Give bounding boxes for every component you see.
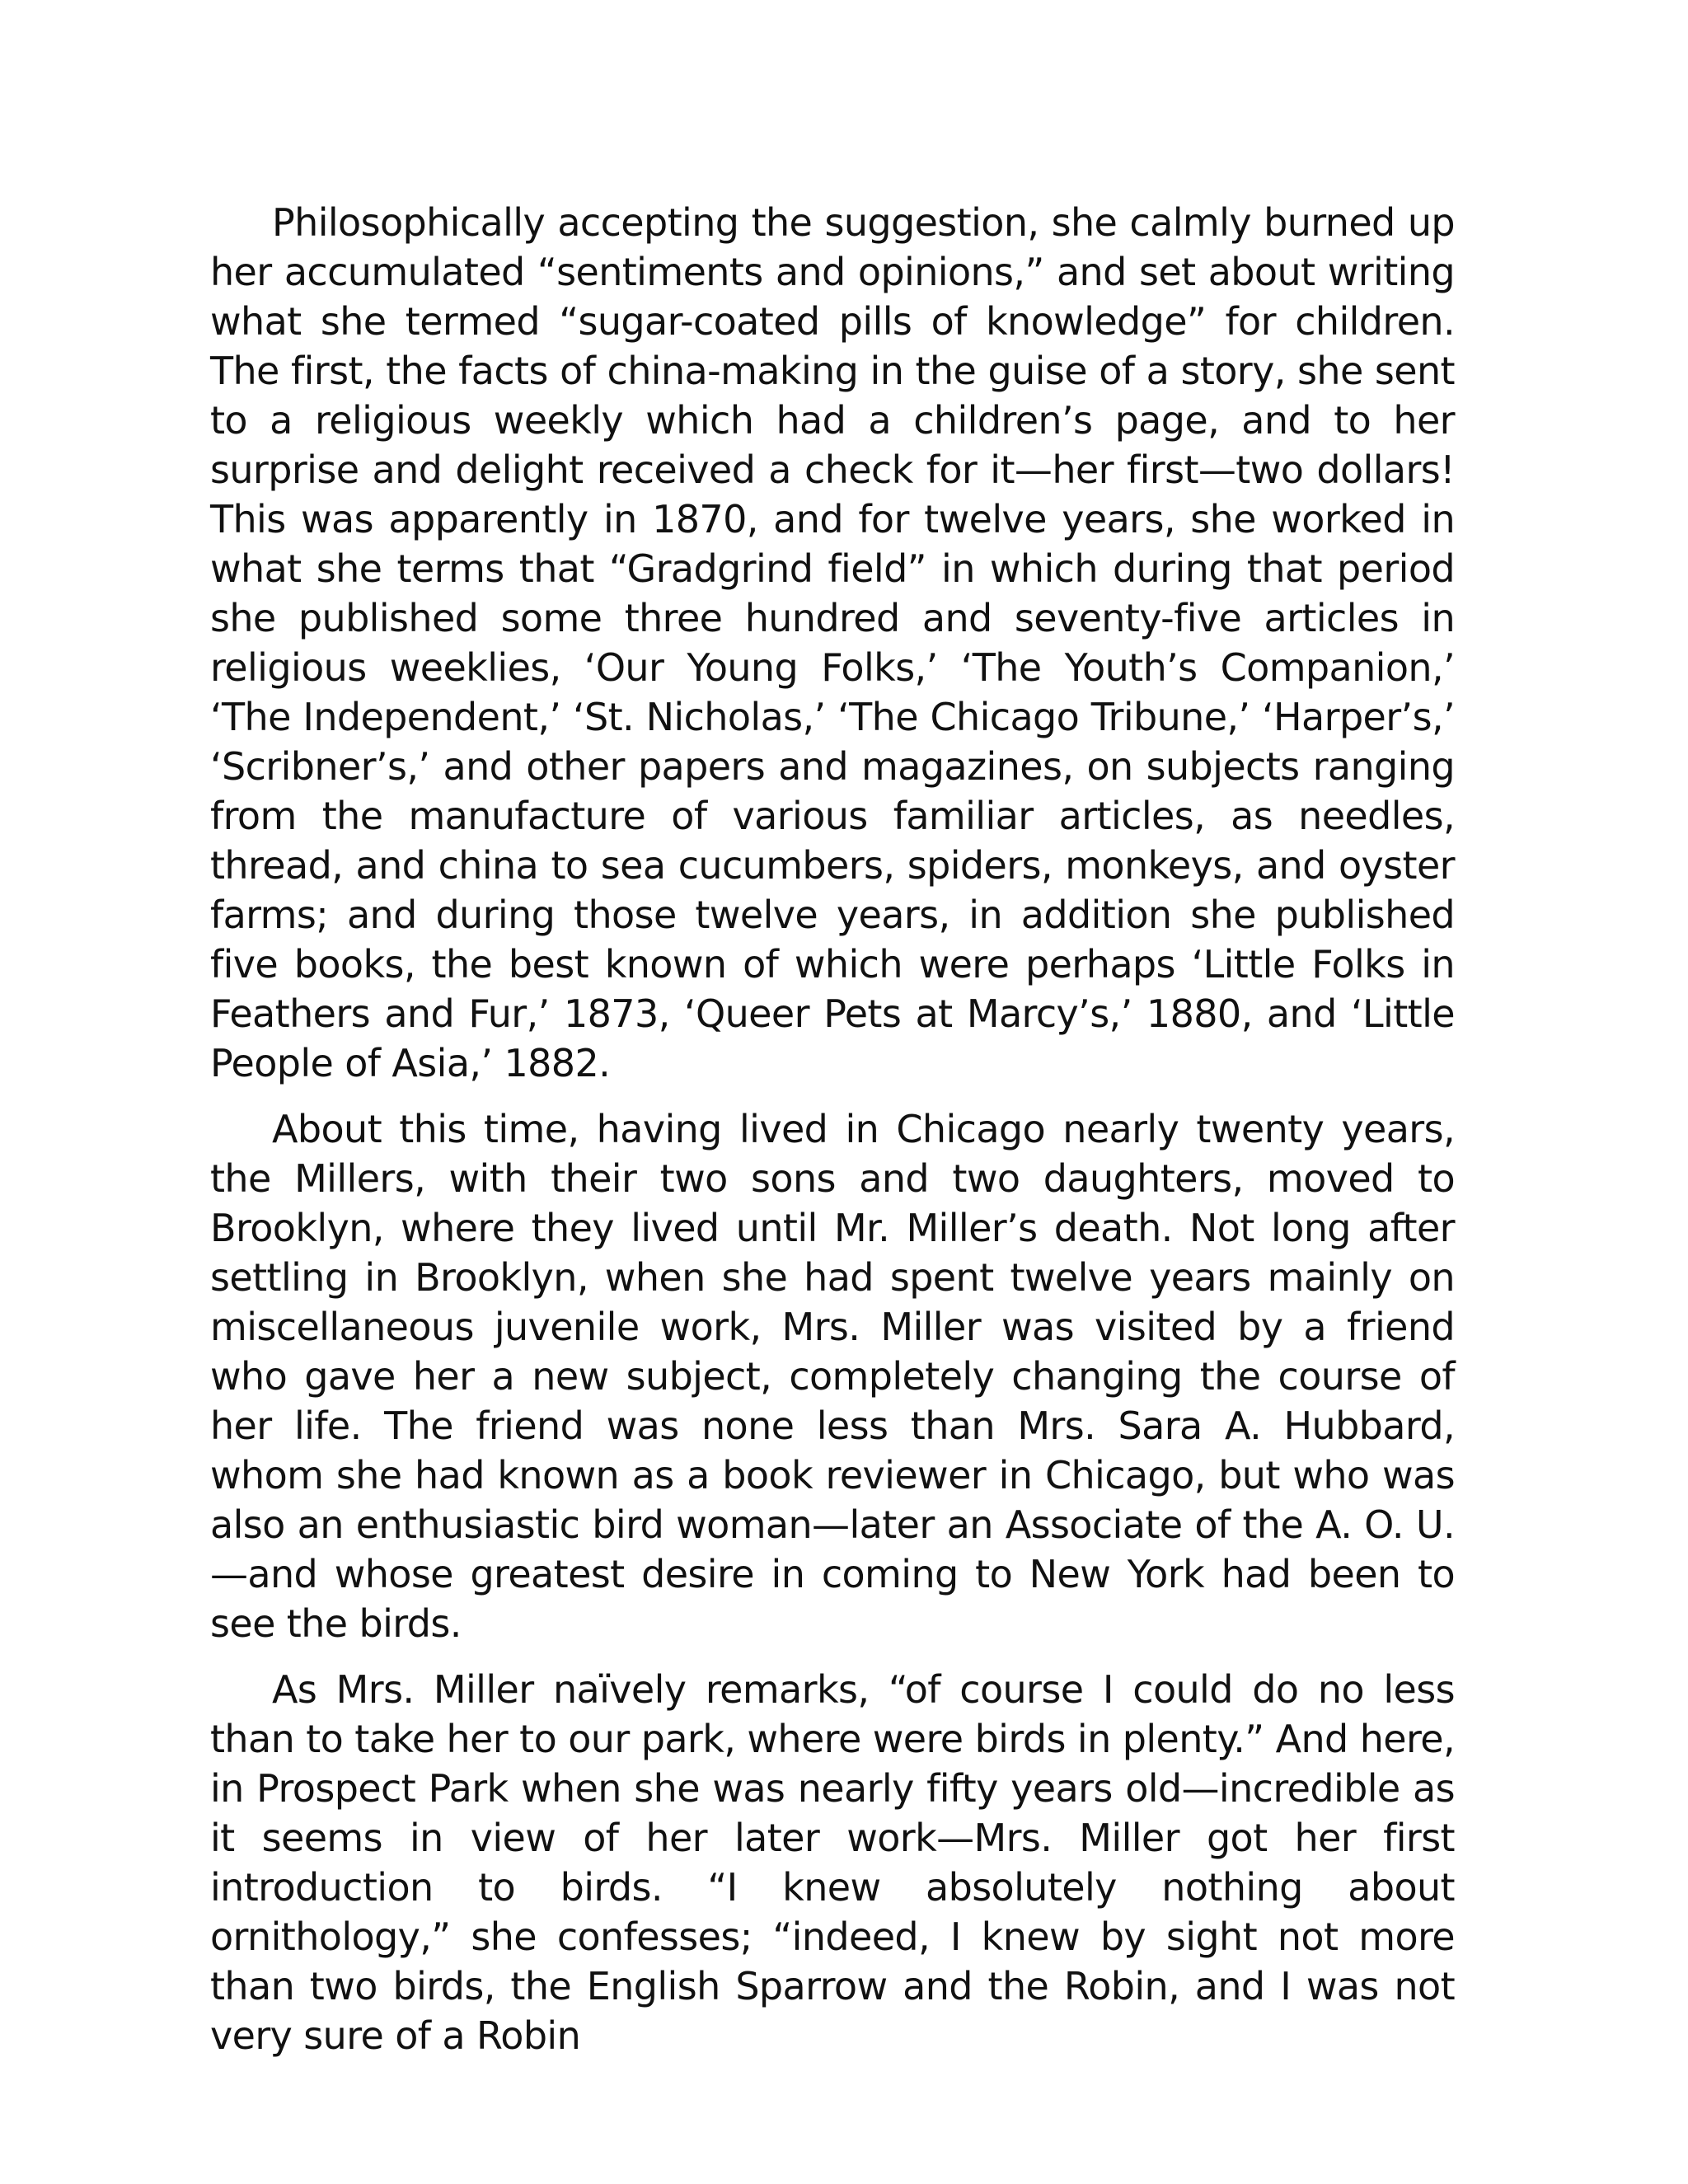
paragraph-3: As Mrs. Miller naïvely remarks, “of course I could do no less than to take her to our park, where were birds in plenty.” And here, in Prospect Park when she was nearly fifty years old—incredible as it seems in view of her later work—Mrs. Miller got her first introduction to birds. “I knew absolutely nothing about ornithology,” she confesses; “indeed, I knew by sight not more than two birds, the English Sparrow and the Robin, and I was not very sure of a Robin xyxy=(210,1667,1455,2058)
paragraph-1: Philosophically accepting the suggestion, she calmly burned up her accumulated “sentiments and opinions,” and set about writing what she termed “sugar-coated pills of knowledge” for children. The first, the facts of china-making in the guise of a story, she sent to a religious weekly which had a children’s page, and to her surprise and delight received a check for it—her first—two dollars! This was apparently in 1870, and for twelve years, she worked in what she terms that “Gradgrind field” in which during that period she published some three hundred and seventy-five articles in religious weeklies, ‘Our Young Folks,’ ‘The Youth’s Companion,’ ‘The Independent,’ ‘St. Nicholas,’ ‘The Chicago Tribune,’ ‘Harper’s,’ ‘Scribner’s,’ and other papers and magazines, on subjects ranging from the manufacture of various familiar articles, as needles, thread, and china to sea cucumbers, spiders, monkeys, and oyster farms; and during those twelve years, in addition she published five books, the best known of which were perhaps ‘Little Folks in Feathers and Fur,’ 1873, ‘Queer Pets at Marcy’s,’ 1880, and ‘Little People of Asia,’ 1882. xyxy=(210,200,1455,1085)
paragraph-2: About this time, having lived in Chicago nearly twenty years, the Millers, with their two sons and two daughters, moved to Brooklyn, where they lived until Mr. Miller’s death. Not long after settling in Brooklyn, when she had spent twelve years mainly on miscellaneous juvenile work, Mrs. Miller was visited by a friend who gave her a new subject, completely changing the course of her life. The friend was none less than Mrs. Sara A. Hubbard, whom she had known as a book reviewer in Chicago, but who was also an enthusiastic bird woman—later an Associate of the A. O. U.—and whose greatest desire in coming to New York had been to see the birds. xyxy=(210,1107,1455,1646)
page-body xyxy=(210,198,1455,2077)
